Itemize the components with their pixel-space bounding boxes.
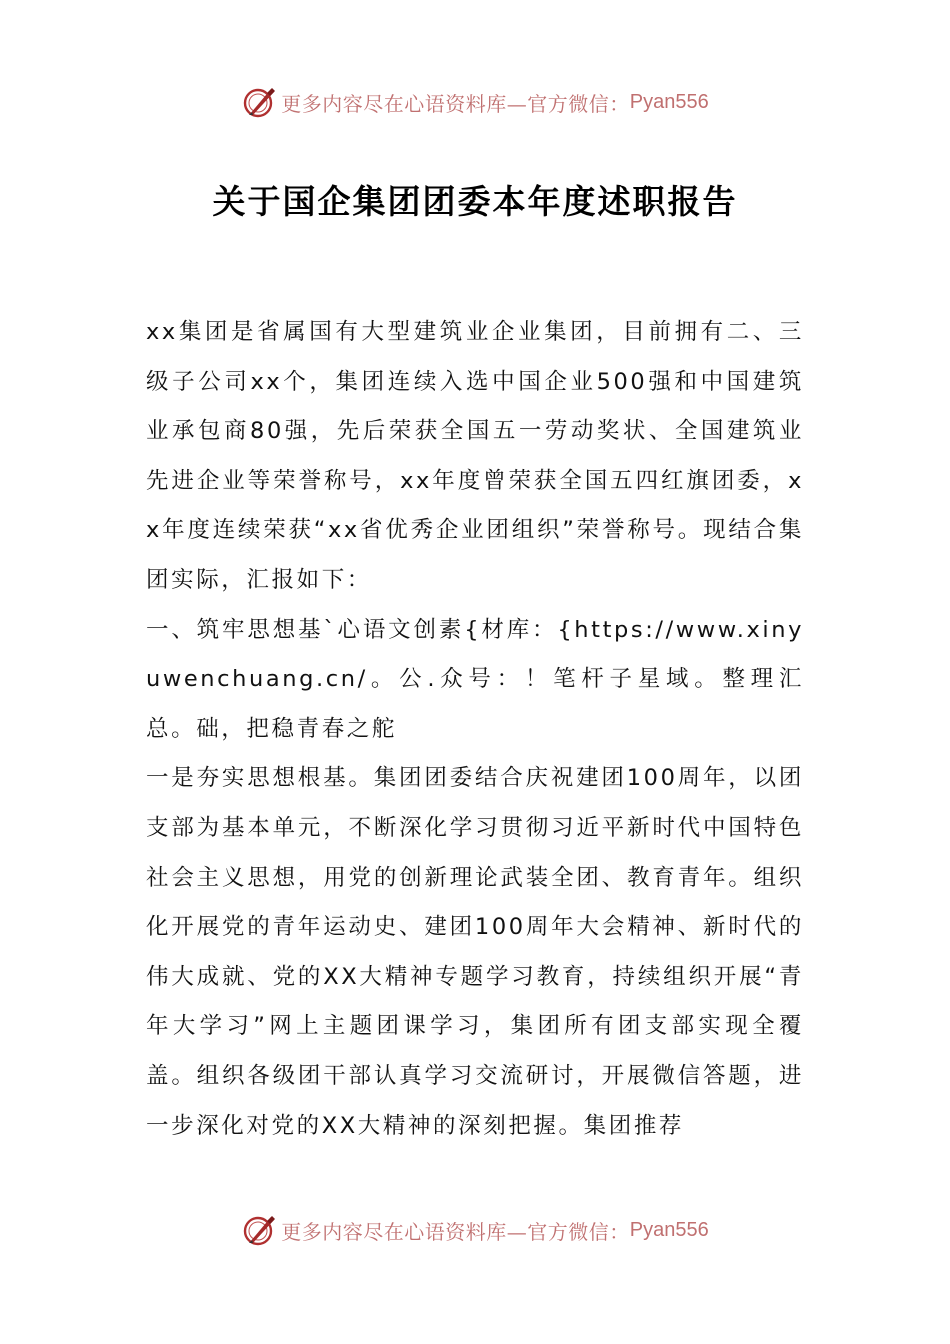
footer-watermark	[0, 1210, 950, 1250]
document-body	[146, 308, 804, 1151]
watermark-wechat-id: Pyan556	[629, 90, 709, 113]
watermark-text: 更多内容尽在心语资料库—官方微信：	[281, 91, 630, 116]
watermark-wechat-id: Pyan556	[629, 1218, 709, 1241]
quill-pen-logo-icon	[241, 1212, 277, 1248]
document-title: 关于国企集团团委本年度述职报告	[212, 182, 738, 221]
paragraph-intro: xx集团是省属国有大型建筑业企业集团，目前拥有二、三级子公司xx个，集团连续入选中国企业500强和中国建筑业承包商80强，先后荣获全国五一劳动奖状、全国建筑业先进企业等荣誉称号，xx年度曾荣获全国五四红旗团委，xx年度连续荣获“xx省优秀企业团组织”荣誉称号。现结合集团实际，汇报如下：	[146, 319, 804, 593]
quill-pen-logo-icon	[241, 84, 277, 120]
header-watermark	[0, 82, 950, 122]
paragraph-point-1: 一是夯实思想根基。集团团委结合庆祝建团100周年，以团支部为基本单元，不断深化学习贯彻习近平新时代中国特色社会主义思想，用党的创新理论武装全团、教育青年。组织化开展党的青年运动史、建团100周年大会精神、新时代的伟大成就、党的XX大精神专题学习教育，持续组织开展“青年大学习”网上主题团课学习，集团所有团支部实现全覆盖。组织各级团干部认真学习交流研讨，开展微信答题，进一步深化对党的XX大精神的深刻把握。集团推荐	[146, 765, 804, 1139]
watermark-text: 更多内容尽在心语资料库—官方微信：	[281, 1219, 630, 1244]
section-heading-1: 一、筑牢思想基`心语文创素{材库：{https://www.xinyuwenchuang.cn/。公.众号：！笔杆子星域。整理汇总。础，把稳青春之舵	[146, 616, 804, 742]
